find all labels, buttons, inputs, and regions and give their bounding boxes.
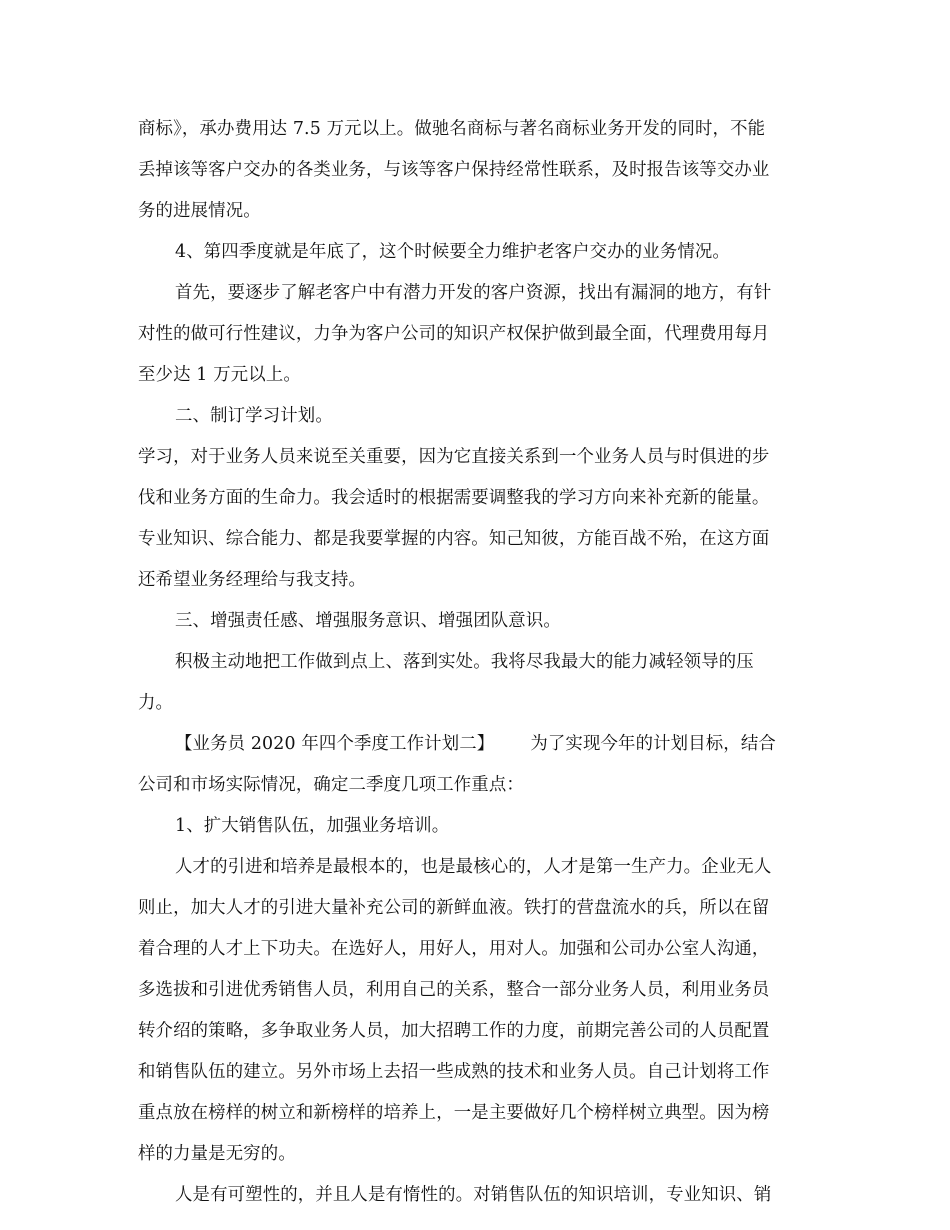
paragraph-line: 人是有可塑性的，并且人是有惰性的。对销售队伍的知识培训，专业知识、销 (175, 1185, 772, 1205)
paragraph-line: 首先，要逐步了解老客户中有潜力开发的客户资源，找出有漏洞的地方，有针 (175, 283, 772, 303)
section-heading: 1、扩大销售队伍，加强业务培训。 (175, 816, 450, 836)
paragraph-line: 伐和业务方面的生命力。我会适时的根据需要调整我的学习方向来补充新的能量。 (138, 488, 770, 508)
paragraph-line: 务的进展情况。 (138, 201, 261, 221)
paragraph-line: 重点放在榜样的树立和新榜样的培养上，一是主要做好几个榜样树立典型。因为榜 (138, 1103, 770, 1123)
paragraph-line: 多选拔和引进优秀销售人员，利用自己的关系，整合一部分业务人员，利用业务员 (138, 980, 770, 1000)
paragraph-line: 还希望业务经理给与我支持。 (138, 570, 367, 590)
paragraph-line: 对性的做可行性建议，力争为客户公司的知识产权保护做到最全面，代理费用每月 (138, 324, 770, 344)
section-title-line (175, 727, 818, 761)
paragraph-line: 样的力量是无穷的。 (138, 1144, 296, 1164)
paragraph-line: 积极主动地把工作做到点上、落到实处。我将尽我最大的能力减轻领导的压 (175, 652, 754, 672)
section-title: 【业务员 2020 年四个季度工作计划二】 (175, 734, 495, 754)
paragraph-line: 和销售队伍的建立。另外市场上去招一些成熟的技术和业务人员。自己计划将工作 (138, 1062, 770, 1082)
section-intro: 为了实现今年的计划目标，结合 (530, 734, 776, 754)
paragraph-line: 转介绍的策略，多争取业务人员，加大招聘工作的力度，前期完善公司的人员配置 (138, 1021, 770, 1041)
paragraph-line: 至少达 1 万元以上。 (138, 365, 301, 385)
paragraph-line: 着合理的人才上下功夫。在选好人，用好人，用对人。加强和公司办公室人沟通， (138, 939, 770, 959)
paragraph-line: 力。 (138, 693, 174, 713)
paragraph-line: 公司和市场实际情况，确定二季度几项工作重点： (138, 775, 524, 795)
paragraph-line: 则止，加大人才的引进大量补充公司的新鲜血液。铁打的营盘流水的兵，所以在留 (138, 898, 770, 918)
paragraph-line: 丢掉该等客户交办的各类业务，与该等客户保持经常性联系，及时报告该等交办业 (138, 160, 770, 180)
paragraph-line: 学习，对于业务人员来说至关重要，因为它直接关系到一个业务人员与时俱进的步 (138, 447, 770, 467)
paragraph-line: 4、第四季度就是年底了，这个时候要全力维护老客户交办的业务情况。 (175, 242, 730, 262)
section-heading: 三、增强责任感、增强服务意识、增强团队意识。 (175, 611, 561, 631)
paragraph-line: 专业知识、综合能力、都是我要掌握的内容。知己知彼，方能百战不殆，在这方面 (138, 529, 770, 549)
paragraph-line: 商标》，承办费用达 7.5 万元以上。做驰名商标与著名商标业务开发的同时，不能 (138, 119, 766, 139)
section-heading: 二、制订学习计划。 (175, 406, 333, 426)
paragraph-line: 人才的引进和培养是最根本的，也是最核心的，人才是第一生产力。企业无人 (175, 857, 772, 877)
